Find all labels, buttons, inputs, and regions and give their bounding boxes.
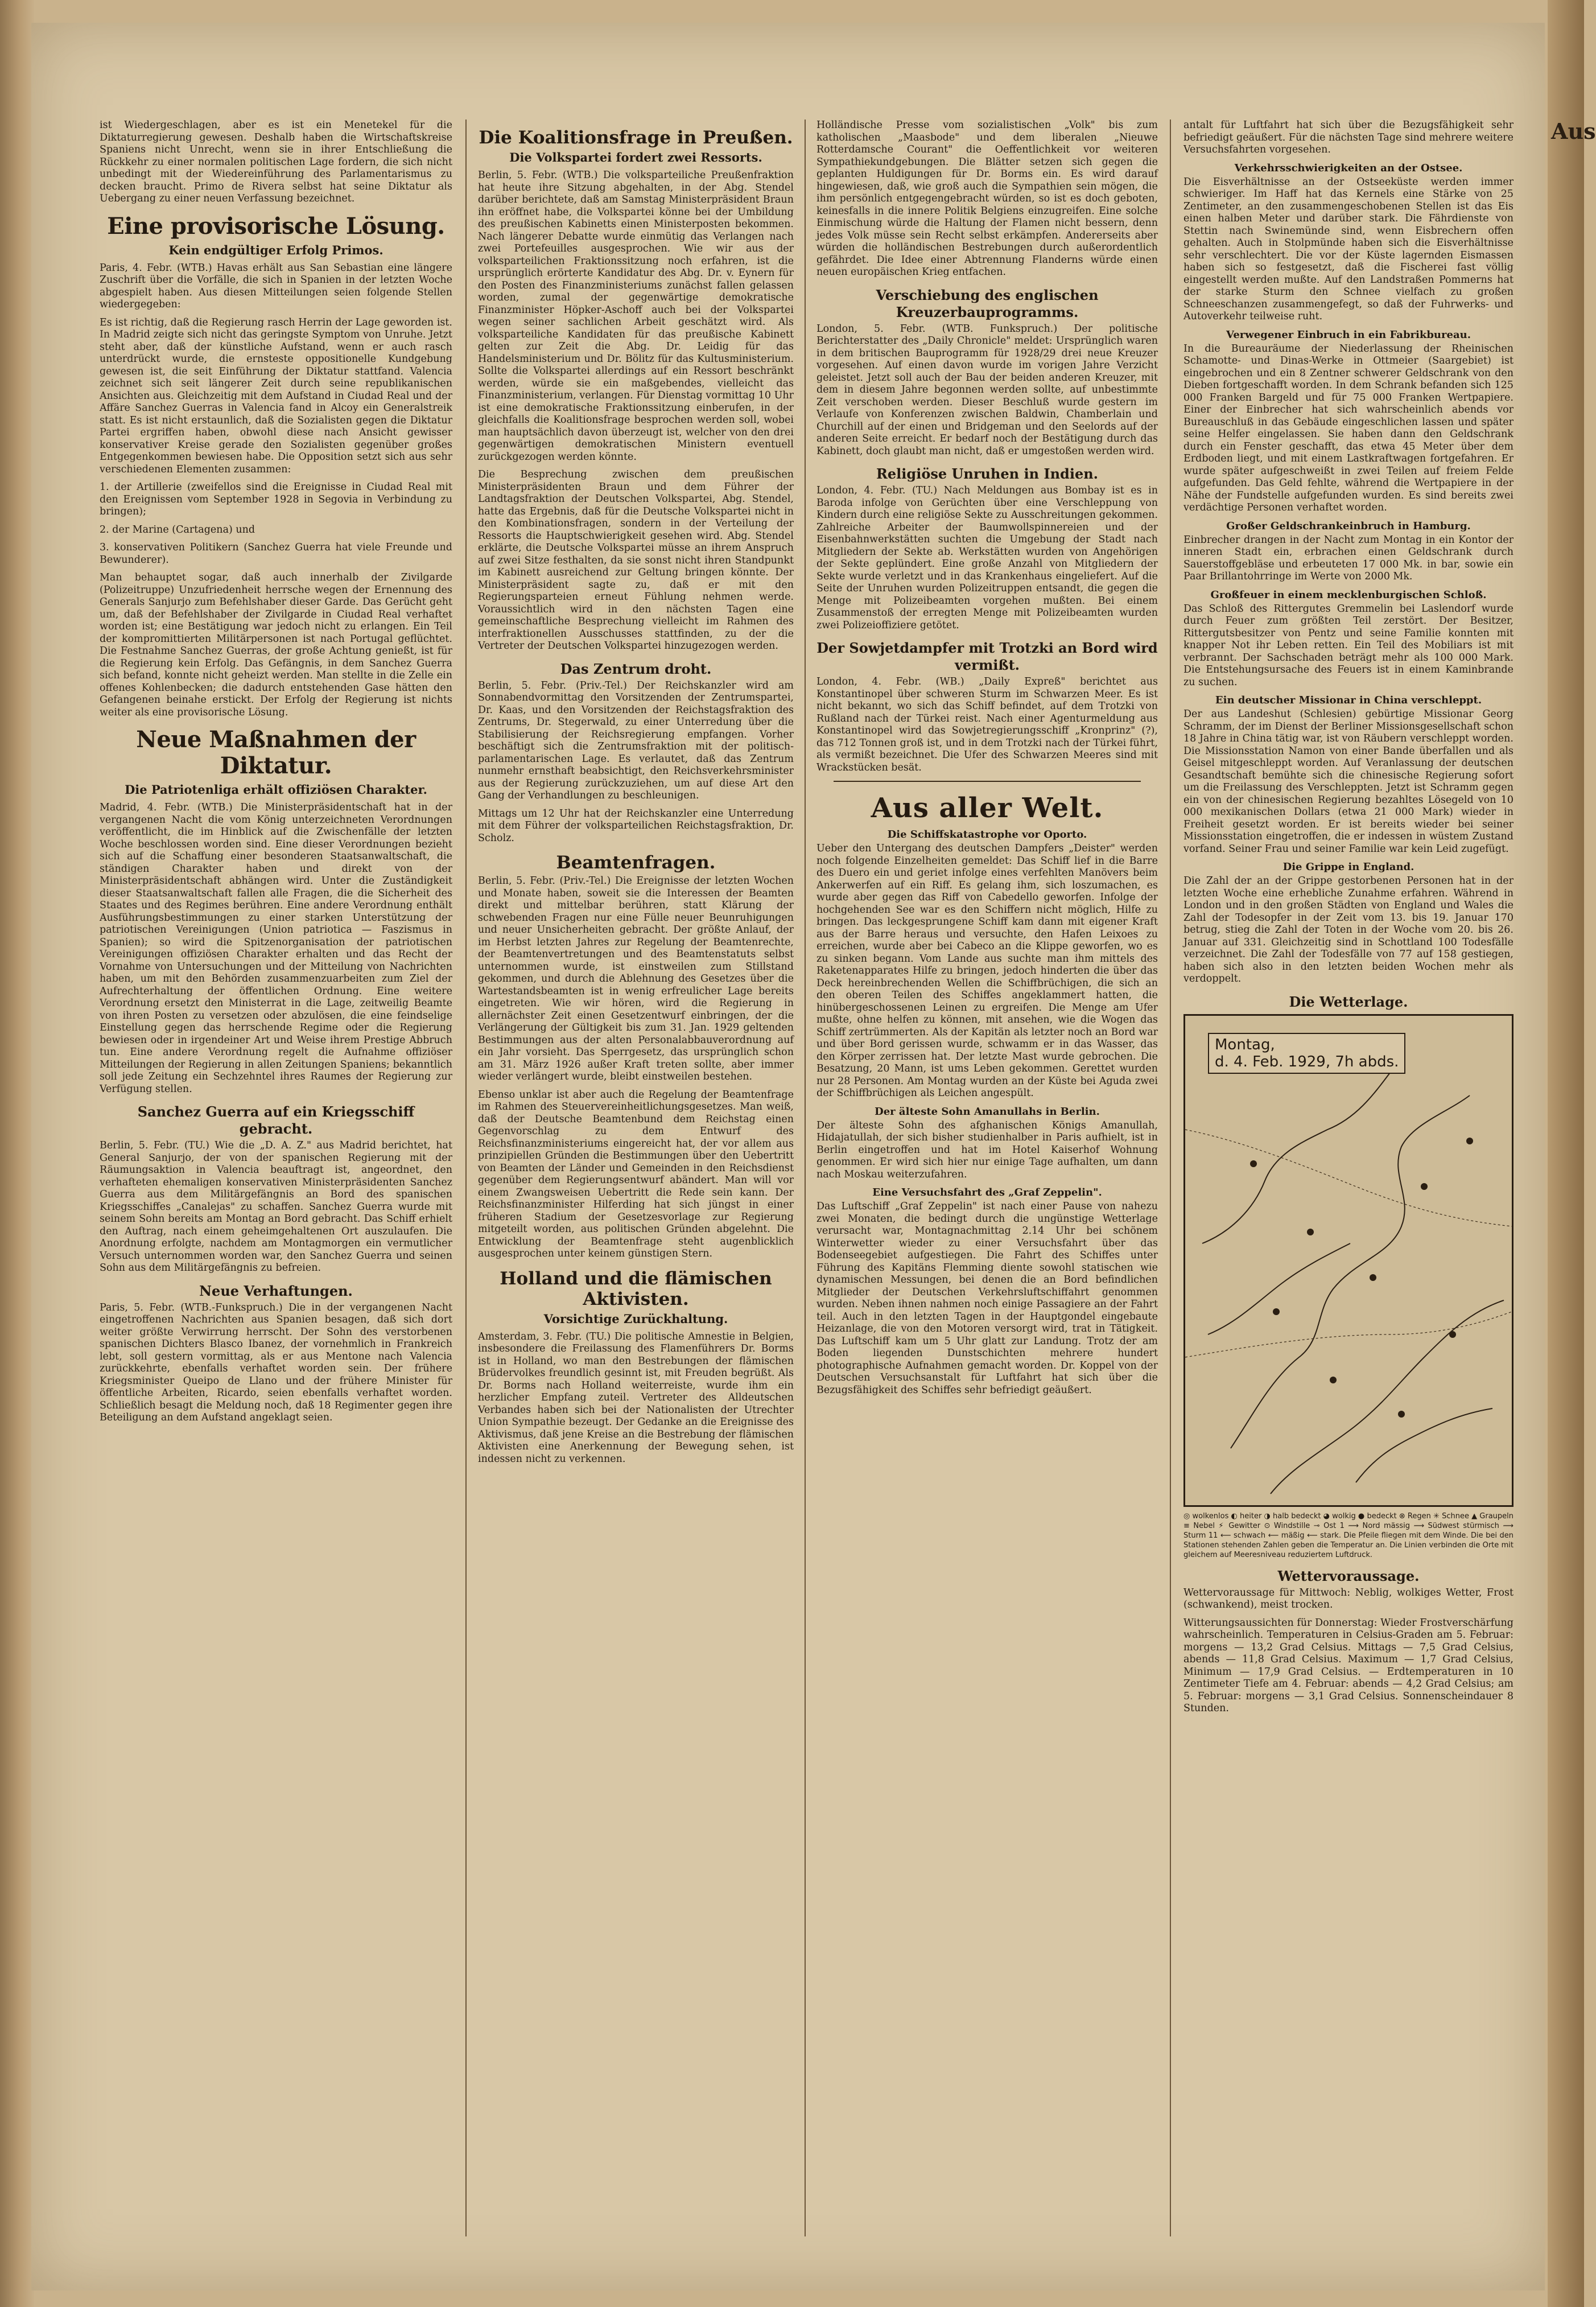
weather-title: Die Wetterlage. [1289,993,1408,1010]
headline-schiffskatastrophe: Die Schiffskatastrophe vor Oporto. [887,829,1087,841]
weather-map-date: d. 4. Feb. 1929, 7h abds. [1215,1053,1399,1070]
subheadline: Kein endgültiger Erfolg Primos. [168,242,383,257]
column-rule [465,120,467,2236]
headline-missionar: Ein deutscher Missionar in China verschleppt. [1215,694,1482,706]
column-3 [816,120,1158,2248]
column-rule [805,120,806,2236]
weather-map-label [1208,1033,1405,1074]
headline-fabrikbureau: Verwegener Einbruch in ein Fabrikbureau. [1226,328,1471,341]
weather-legend: ◎ wolkenlos ◐ heiter ◑ halb bedeckt ◕ wolkig ● bedeckt ⊗ Regen ✳ Schnee ▲ Graupeln ≡ Nebel ⚡ Gewitter ⊙ Windstille ⊸ Ost 1 ⟿ Nord mässig ⟿ Südwest stürmisch ⟿ Sturm 11 ⟵ schwach ⟵ mäßig ⟵ stark. Die Pfeile fliegen mit dem Winde. Die bei den Stationen stehenden Zahlen geben die Temperatur an. Die Linien verbinden die Orte mit gleichem auf Meeresniveau reduziertem Luftdruck. [1183,1511,1513,1559]
page-edge-left [0,0,34,2307]
headline-sohn-amanullahs: Der älteste Sohn Amanullahs in Berlin. [875,1105,1100,1118]
article-paragraph: Ueber den Untergang des deutschen Dampfers „Deister" werden noch folgende Einzelheiten gemeldet: Das Schiff lief in die Barre des Duero ein und geriet infolge eines verfehlten Manövers beim Ankerwerfen auf ein Riff. Es gelang ihm, sich loszumachen, es wurde aber gegen das Riff von Cabedello geworfen. Infolge der hochgehenden See war es den Schiffern nicht möglich, Hilfe zu bringen. Das leckgesprungene Schiff kam dann mit eigener Kraft aus der Barre heraus und versuchte, den Hafen Leixoes zu erreichen, wurde aber bei Cabeco an die Klippe geworfen, wo es zu sinken begann. Vom Lande aus suchte man ihm mittels des Raketenapparates Hilfe zu bringen, jedoch hinderten die über das Deck hereinbrechenden Wellen die Schiffbrüchigen, die sich an den oberen Teilen des Schiffes angeklammert hatten, die hinübergeschossenen Leinen zu ergreifen. Die Menge am Ufer mußte, ohne helfen zu können, mit ansehen, wie die Wogen das Schiff zertrümmerten. Als der Kapitän als letzter noch an Bord war und über Bord gerissen wurde, schwamm er in das Wasser, das den Körper zerrissen hat. Der letzte Mast wurde gebrochen. Die Besatzung, 20 Mann, ist ums Leben gekommen. Gerettet wurden nur 28 Personen. Am Montag wurden an der Küste bei Aguda zwei der Schiffbrüchigen als Leichen angespült. [816,843,1158,1099]
article-paragraph: In die Bureauräume der Niederlassung der Rheinischen Schamotte- und Dinas-Werke in Ottmeier (Saargebiet) ist eingebrochen und ein 8 Zentner schwerer Geldschrank von den Dieben fortgeschafft worden. In dem Schrank befanden sich 125 000 Franken Bargeld und für 75 000 Franken Wertpapiere. Einer der Einbrecher hat sich wahrscheinlich abends vor Bureauschluß in das Gebäude eingeschlichen lassen und später seine Helfer eingelassen. Sie haben dann den Geldschrank durch ein Fenster geschafft, das etwa 45 Meter über dem Erdboden liegt, und mit einem Lastkraftwagen fortgefahren. Er wurde später aufgeschweißt in zwei Teilen auf freiem Felde aufgefunden. Das Geld fehlte, während die Wertpapiere in der Nähe der Fundstelle aufgefunden wurden. Es sind bereits zwei verdächtige Personen verhaftet worden. [1183,343,1513,513]
article-paragraph: Mittags um 12 Uhr hat der Reichskanzler eine Unterredung mit dem Führer der volksparteilichen Reichstagsfraktion, Dr. Scholz. [478,808,794,844]
headline-beamtenfragen: Beamtenfragen. [556,852,716,873]
temperature-observations: Witterungsaussichten für Donnerstag: Wieder Frostverschärfung wahrscheinlich. Temperaturen in Celsius-Graden am 5. Februar: morgens — 13,2 Grad Celsius. Mittags — 7,5 Grad Celsius, abends — 11,8 Grad Celsius. Maximum — 1,7 Grad Celsius, Minimum — 17,9 Grad Celsius. — Erdtemperaturen in 10 Zentimeter Tiefe am 4. Februar: abends — 4,2 Grad Celsius; am 5. Februar: morgens — 3,1 Grad Celsius. Sonnenscheindauer 8 Stunden. [1183,1617,1513,1714]
weather-map-drawing [1185,1016,1512,1502]
article-paragraph: Einbrecher drangen in der Nacht zum Montag in ein Kontor der inneren Stadt ein, erbrachen einen Geldschrank durch Sauerstoffgebläse und erbeuteten 17 000 Mk. in bar, sowie ein Paar Brillantohrringe im Werte von 2000 Mk. [1183,534,1513,582]
article-paragraph: Berlin, 5. Febr. (Priv.-Tel.) Der Reichskanzler wird am Sonnabendvormittag den Vorsitzenden der Zentrumspartei, Dr. Kaas, und den Vorsitzenden der Reichstagsfraktion des Zentrums, Dr. Stegerwald, zu einer Unterredung über die Stabilisierung der Reichsregierung empfangen. Vorher beschäftigt sich die Zentrumsfraktion mit der politisch-parlamentarischen Lage. Es verlautet, daß das Zentrum nunmehr ernsthaft beabsichtigt, den Reichsverkehrsminister aus der Regierung zurückzuziehen, um auf diese Art den Gang der Verhandlungen zu beschleunigen. [478,679,794,801]
headline-graf-zeppelin: Eine Versuchsfahrt des „Graf Zeppelin". [872,1187,1102,1198]
headline-sanchez-guerra: Sanchez Guerra auf ein Kriegsschiff gebracht. [137,1103,415,1137]
article-paragraph: Amsterdam, 3. Febr. (TU.) Die politische Amnestie in Belgien, insbesondere die Freilassung des Flamenführers Dr. Borms ist in Holland, wo man den Bestrebungen der flämischen Brüdervolkes freundlich gesinnt ist, mit Freuden begrüßt. Als Dr. Borms nach Holland weiterreiste, wurde ihm ein herzlicher Empfang zuteil. Vertreter des Alldeutschen Verbandes haben sich bei der Nationalisten der Utrechter Union Sympathie bezeugt. Der Gedanke an die Ereignisse des Aktivismus, daß jene Kreise an die Bestrebung der flämischen Aktivisten eine Anerkennung der Bewegung sehen, ist indessen nicht zu verkennen. [478,1330,794,1465]
headline-zentrum-droht: Das Zentrum droht. [560,660,712,677]
list-item: 1. der Artillerie (zweifellos sind die Ereignisse in Ciudad Real mit den Ereignissen vom September 1928 in Segovia in Verbindung zu bringen); [100,481,452,517]
subheadline: Die Patriotenliga erhält offiziösen Charakter. [125,782,427,797]
article-paragraph: Ebenso unklar ist aber auch die Regelung der Beamtenfrage im Rahmen des Steuervereinheitlichungsgesetzes. Man weiß, daß der Deutsche Beamtenbund dem Reichstag einen Gegenvorschlag zu dem Entwurf des Reichsfinanzministeriums eingereicht hat, der vor allem aus prinzipiellen Gründen die Bestimmungen über den Uebertritt von Beamten der Länder und Gemeinden in den Reichsdienst gegenüber dem Regierungsentwurf abändert. Man will vor einem Zwangsweisen Uebertritt die Rede sein kann. Der Reichsfinanzminister Hilferding hat sich jüngst in einer früheren Stadium der Gesetzesvorlage zur Regierung mitgeteilt worden, aus politischen Gründen abgelehnt. Die Entwicklung der Beamtenfrage steht augenblicklich ausgesprochen unter keinem günstigen Stern. [478,1089,794,1259]
article-paragraph: Das Schloß des Rittergutes Gremmelin bei Laslendorf wurde durch Feuer zum größten Teil zerstört. Der Besitzer, Rittergutsbesitzer von Pentz und seine Familie konnten mit knapper Not ihr Leben retten. Ein Teil des Mobiliars ist mit verbrannt. Der Sachschaden beträgt mehr als 100 000 Mark. Die Entstehungsursache des Feuers ist in einem Kaminbrande zu suchen. [1183,603,1513,688]
headline-holland-aktivisten: Holland und die flämischen Aktivisten. [500,1268,772,1309]
column-2 [478,120,794,2248]
column-1 [100,120,452,2248]
article-paragraph: Der aus Landeshut (Schlesien) gebürtige Missionar Georg Schramm, der im Dienst der Berliner Missionsgesellschaft schon 18 Jahre in China tätig war, ist von Räubern verschleppt worden. Die Missionsstation Namon von einer Bande überfallen und als Geisel mitgeschleppt worden. Auf Veranlassung der deutschen Gesandtschaft bemühte sich die chinesische Regierung sofort um die Freilassung des Verschleppten. Jetzt ist Schramm gegen ein von der chinesischen Regierung bezahltes Lösegeld von 10 000 mexikanischen Dollars (etwa 21 000 Mark) wieder in Freiheit gesetzt worden. Er ist bereits wieder bei seiner Missionsstation eingetroffen, die er indessen in wüstem Zustand vorfand. Seiner Frau und seiner Familie war kein Leid zugefügt. [1183,708,1513,855]
headline-kreuzerbauprogramm: Verschiebung des englischen Kreuzerbauprogramms. [876,286,1099,320]
headline-schloss: Großfeuer in einem mecklenburgischen Schloß. [1210,588,1487,601]
article-paragraph: Berlin, 5. Febr. (Priv.-Tel.) Die Ereignisse der letzten Wochen und Monate haben, soweit sie die Interessen der Beamten direkt und mittelbar berühren, statt Klärung der schwebenden Fragen nur eine Fülle neuer Beunruhigungen und neuer Unsicherheiten gebracht. Der größte Anlauf, der im Herbst letzten Jahres zur Regelung der Beamtenrechte, der Beamtenvertretungen und des Beamtenstatuts selbst unternommen wurde, ist einstweilen zum Stillstand gekommen, und durch die Ablehnung des Gesetzes über die Wartestandsbeamten ist in wenig erfreulicher Lage bereits eingetreten. Wie wir hören, wird die Regierung in allernächster Zeit einen Gesetzentwurf einbringen, der die Verlängerung der Gültigkeit bis zum 31. Jan. 1929 geltenden Bestimmungen aus der alten Personalabbauverordnung auf ein Jahr vorsieht. Das Sperrgesetz, das ursprünglich schon am 31. März 1926 außer Kraft treten sollte, aber immer wieder verlängert wurde, bleibt einstweilen bestehen. [478,875,794,1082]
article-paragraph: Berlin, 5. Febr. (TU.) Wie die „D. A. Z." aus Madrid berichtet, hat General Sanjurjo, der von der spanischen Regierung mit der Räumungsaktion in Valencia beauftragt ist, angeordnet, den verhafteten ehemaligen konservativen Ministerpräsidenten Sanchez Guerra aus dem Militärgefängnis an Bord des spanischen Kriegsschiffes „Canalejas" zu schaffen. Sanchez Guerra wurde mit seinem Sohn bereits am Montag an Bord gebracht. Das Schiff erhielt den Auftrag, nach einem geheimgehaltenen Ort auszulaufen. Die Anordnung erfolgte, nachdem am Montagmorgen ein vermutlicher Versuch unternommen worden war, den Sanchez Guerra und seinen Sohn aus dem Militärgefängnis zu befreien. [100,1140,452,1274]
article-paragraph: Man behauptet sogar, daß auch innerhalb der Zivilgarde (Polizeitruppe) Unzufriedenheit herrsche wegen der Ernennung des Generals Sanjurjo zum Befehlshaber dieser Garde. Das Gerücht geht um, daß der Befehlshaber der Zivilgarde in Ciudad Real verhaftet worden ist; eine Bestätigung war jedoch nicht zu erlangen. Ein Teil der kompromittierten Militärpersonen ist nach Portugal geflüchtet. Die Festnahme Sanchez Guerras, der große Achtung genießt, ist für die Regierung kein Erfolg. Das Gefängnis, in dem Sanchez Guerra sich befand, konnte nicht geheizt werden. Man stellte in die Zelle ein offenes Kohlenbecken; die dadurch entstehenden Gase hätten den Gefangenen beinahe erstickt. Der Erfolg der Regierung ist nichts weiter als eine provisorische Lösung. [100,572,452,718]
headline-neue-massnahmen: Neue Maßnahmen der Diktatur. [136,726,416,779]
forecast-title: Wettervoraussage. [1277,1567,1420,1584]
article-paragraph: Paris, 5. Febr. (WTB.-Funkspruch.) Die in der vergangenen Nacht eingetroffenen Nachrichten aus Spanien besagen, daß sich dort weiter größte Verwirrung herrscht. Der Sohn des verstorbenen spanischen Dichters Blasco Ibanez, der vornehmlich in Frankreich lebt, soll gestern vormittag, als er aus Mentone nach Valencia zurückkehrte, ebenfalls verhaftet worden sein. Der frühere Kriegsminister Queipo de Llano und der frühere Minister für öffentliche Arbeiten, Ricardo, seien ebenfalls verhaftet worden. Schließlich besagt die Meldung noch, daß 18 Regimenter gegen ihre Beteiligung an dem Aufstand angeklagt seien. [100,1301,452,1423]
column-4 [1183,120,1513,2248]
article-paragraph: London, 4. Febr. (TU.) Nach Meldungen aus Bombay ist es in Baroda infolge von Gerüchten über eine Verschleppung von Kindern durch eine religiöse Sekte zu Ausschreitungen gekommen. Zahlreiche Arbeiter der Baumwollspinnereien und der Eisenbahnwerkstätten suchten die Umgebung der Stadt nach Mitgliedern der Sekte ab. Werkstätten wurden von Angehörigen der Sekte geplündert. Eine große Anzahl von Mitgliedern der Sekte wurde verletzt und in das Krankenhaus eingeliefert. Auf die Seite der Unruhen wurden Polizeitruppen entsandt, die gegen die Menge mit Polizeibeamten vorgehen mußten. Bei einem Zusammenstoß der erregten Menge mit Polizeibeamten wurden zwei Polizeioffiziere getötet. [816,485,1158,631]
article-paragraph: Die Zahl der an der Grippe gestorbenen Personen hat in der letzten Woche eine erhebliche Zunahme erfahren. Während in London und in den großen Städten von England und Wales die Zahl der Todesopfer in der Zeit vom 13. bis 19. Januar 170 betrug, stieg die Zahl der Toten in der Woche vom 20. bis 26. Januar auf 331. Gleichzeitig sind in Schottland 100 Todesfälle verzeichnet. Die Zahl der Todesfälle von 77 auf 158 gestiegen, haben sich also in den letzten beiden Wochen mehr als verdoppelt. [1183,875,1513,984]
subheadline: Die Volkspartei fordert zwei Ressorts. [509,150,762,164]
article-paragraph: Das Luftschiff „Graf Zeppelin" ist nach einer Pause von nahezu zwei Monaten, die bedingt durch die ungünstige Wetterlage verursacht war, Montagnachmittag 2.14 Uhr bei schönem Winterwetter wieder zu einer Versuchsfahrt über das Bodenseegebiet aufgestiegen. Die Fahrt des Schiffes unter Führung des Kapitäns Flemming diente sowohl statischen wie dynamischen Messungen, bei denen die an Bord befindlichen Mitglieder der Deutschen Verkehrsluftschiffahrt genommen wurden. Neben ihnen nahmen noch einige Passagiere an der Fahrt teil. Auch in den letzten Tagen in der Hauptgondel eingebaute Heizanlage, die von den Motoren versorgt wird, trat in Tätigkeit. Das Luftschiff kam um 5 Uhr glatt zur Landung. Trotz der am Boden liegenden Dunstschichten mehrere hundert photographische Aufnahmen gemacht worden. Dr. Koppel von der Deutschen Versuchsanstalt für Luftfahrt hat sich über die Bezugsfähigkeit des Schiffes sehr befriedigt geäußert. [816,1201,1158,1396]
adjacent-page-fragment: Aus [1551,118,1596,144]
article-paragraph: Der älteste Sohn des afghanischen Königs Amanullah, Hidajatullah, der sich bisher studienhalber in Paris aufhielt, ist in Berlin eingetroffen und hat im Hotel Kaiserhof Wohnung genommen. Er wird sich hier nur einige Tage aufhalten, um dann nach Moskau weiterzufahren. [816,1119,1158,1180]
article-paragraph: Es ist richtig, daß die Regierung rasch Herrin der Lage geworden ist. In Madrid zeigte sich nicht das geringste Symptom von Unruhe. Jetzt steht aber, daß der künstliche Aufstand, wenn er auch rasch unterdrückt wurde, die ernsteste oppositionelle Kundgebung gewesen ist, die seit Einführung der Diktatur stattfand. Valencia zeichnet sich seit längerer Zeit durch seine republikanischen Ansichten aus. Gleichzeitig mit dem Aufstand in Ciudad Real und der Affäre Sanchez Guerras in Valencia fand in Alcoy ein Generalstreik statt. Es ist nicht erstaunlich, daß die Sozialisten gegen die Diktatur Partei ergriffen haben, obwohl diese nach Ansicht gewisser konservativer Kreise gerade den Sozialisten gegenüber großes Entgegenkommen bewiesen habe. Die Opposition setzt sich aus sehr verschiedenen Elementen zusammen: [100,316,452,475]
headline-hamburg: Großer Geldschrankeinbruch in Hamburg. [1226,520,1471,532]
headline-sowjetdampfer-trotzki: Der Sowjetdampfer mit Trotzki an Bord wird vermißt. [816,640,1158,673]
headline-koalitionsfrage: Die Koalitionsfrage in Preußen. [479,127,793,148]
article-paragraph: London, 5. Febr. (WTB. Funkspruch.) Der politische Berichterstatter des „Daily Chronicle" meldet: Ursprünglich waren in dem britischen Bauprogramm für 1928/29 drei neue Kreuzer vorgesehen. Auf einen davon wurde im vorigen Jahre Verzicht geleistet. Jetzt soll auch der Bau der beiden anderen Kreuzer, mit dem in diesem Jahre begonnen werden sollte, auf unbestimmte Zeit verschoben werden. Dieser Beschluß wurde gestern im Verlaufe von Konferenzen zwischen Baldwin, Chamberlain und Churchill auf der einen und Bridgeman und den Seelords auf der anderen Seite erreicht. Er bedarf noch der Bestätigung durch das Kabinett, doch glaubt man nicht, daß er umgestoßen werden wird. [816,323,1158,457]
forecast-text: Wettervoraussage für Mittwoch: Neblig, wolkiges Wetter, Frost (schwankend), meist trocken. [1183,1587,1513,1610]
subheadline: Vorsichtige Zurückhaltung. [543,1311,728,1326]
article-paragraph: Die Besprechung zwischen dem preußischen Ministerpräsidenten Braun und dem Führer der Landtagsfraktion der Deutschen Volkspartei, Abg. Stendel, hatte das Ergebnis, daß für die Deutsche Volkspartei nicht in den Kombinationsfragen, sondern in der Verteilung der Ressorts die Hauptschwierigkeit gesehen wird. Abg. Stendel erklärte, die Deutsche Volkspartei müsse an ihrem Anspruch auf zwei Sitze festhalten, da sie sonst nicht ihren Standpunkt im Kabinett ausreichend zur Geltung bringen könnte. Der Ministerpräsident sagte zu, daß er mit den Regierungsparteien erneut Fühlung nehmen werde. Voraussichtlich wird in den nächsten Tagen eine gemeinschaftliche Besprechung vielleicht im Rahmen des interfraktionellen Ausschusses stattfinden, zu der die Vertreter der Deutschen Volkspartei hinzugezogen werden. [478,469,794,652]
list-item: 2. der Marine (Cartagena) und [100,524,255,535]
weather-map-day: Montag, [1215,1036,1275,1053]
list-item: 3. konservativen Politikern (Sanchez Guerra hat viele Freunde und Bewunderer). [100,542,452,566]
headline-grippe: Die Grippe in England. [1282,861,1414,873]
article-paragraph: London, 4. Febr. (WB.) „Daily Expreß" berichtet aus Konstantinopel über schweren Sturm im Schwarzen Meer. Es ist nicht bekannt, wo sich das Schiff befindet, auf dem Trotzki von Rußland nach der Türkei reist. Nach einer Agenturmeldung aus Konstantinopel wird das Sowjetregierungsschiff „Kronprinz" (?), das 712 Tonnen groß ist, und in dem Trotzki nach der Türkei führt, als vermißt bezeichnet. Die Ufer des Schwarzen Meeres sind mit Wrackstücken besät. [816,676,1158,773]
section-divider [834,781,1141,782]
article-paragraph: Madrid, 4. Febr. (WTB.) Die Ministerpräsidentschaft hat in der vergangenen Nacht die vom König unterzeichneten Verordnungen veröffentlicht, die im Hinblick auf die Zwischenfälle der letzten Woche beschlossen worden sind. Eine dieser Verordnungen bezieht sich auf die Schaffung einer besonderen Staatsanwaltschaft, die ständigen Charakter haben und direkt von der Ministerpräsidentschaft abhängen wird. Unter die Zuständigkeit dieser Staatsanwaltschaft fallen alle Fragen, die die Sicherheit des Staates und des Regimes berühren. Eine andere Verordnung enthält Ausführungsbestimmungen zu einer starken Unterstützung der patriotischen Vereinigungen (Union patriotica — Faszismus in Spanien); so wird die Spitzenorganisation der patriotischen Vereinigungen offiziösen Charakter erhalten und das Recht der Vornahme von Untersuchungen und der Mitteilung von Nachrichten haben, um mit den Behörden zusammenzuarbeiten zum Ziel der Aufrechterhaltung der öffentlichen Ordnung. Eine weitere Verordnung ersetzt den Ministerrat in die Lage, zeitweilig Beamte von ihren Posten zu versetzen oder abzulösen, die eine feindselige Einstellung gegen das herrschende Regime oder die Regierung bewiesen oder in irgendeiner Art und Weise ihrem Prestige Abbruch tun. Eine andere Verordnung regelt die Aufnahme offiziöser Mitteilungen der Regierung in allen Zeitungen Spaniens; bekanntlich soll jede Zeitung ein Sechzehntel ihres Raumes der Regierung zur Verfügung stellen. [100,802,452,1095]
article-continuation: ist Wiedergeschlagen, aber es ist ein Menetekel für die Diktaturregierung gewesen. Deshalb haben die Wirtschaftskreise Spaniens nicht Unrecht, wenn sie in ihrer Entschließung die Rückkehr zu einer normalen politischen Lage fordern, die sich nicht unbedingt mit der Wiedereinführung des Parlamentarismus zu decken braucht. Primo de Rivera selbst hat seine Diktatur als Uebergang zu einer neuen Verfassung bezeichnet. [100,120,452,204]
column-rule [1170,120,1171,2236]
article-paragraph: Paris, 4. Febr. (WTB.) Havas erhält aus San Sebastian eine längere Zuschrift über die Vorfälle, die sich in Spanien in der letzten Woche abgespielt haben. Aus diesen Mitteilungen seien folgende Stellen wiedergegeben: [100,262,452,310]
headline-neue-verhaftungen: Neue Verhaftungen. [199,1282,353,1299]
headline-unruhen-indien: Religiöse Unruhen in Indien. [876,465,1099,482]
article-continuation: Holländische Presse vom sozialistischen „Volk" bis zum katholischen „Maasbode" und dem liberalen „Nieuwe Rotterdamsche Courant" die Oeffentlichkeit vor weiteren Sympathiekundgebungen. Die Blätter setzen sich gegen die geplanten Huldigungen für Dr. Borms ein. Es wird darauf hingewiesen, daß, wie groß auch die Sympathien sein mögen, die ihm persönlich entgegengebracht würden, so ist es doch geboten, keinesfalls in die innere Politik Belgiens einzugreifen. Eine solche Einmischung würde die Haltung der Flamen nicht bessern, denn jedes Volk müsse sein Recht selbst erkämpfen. Andererseits aber würden die holländischen Bestrebungen durch außerordentlich gefährdet. Die Idee einer Abtrennung Flanderns würde einen neuen europäischen Krieg entfachen. [816,120,1158,278]
article-paragraph: Berlin, 5. Febr. (WTB.) Die volksparteiliche Preußenfraktion hat heute ihre Sitzung abgehalten, in der Abg. Stendel darüber berichtete, daß am Samstag Ministerpräsident Braun ihn eröffnet habe, die Volkspartei könne bei der Umbildung des preußischen Kabinetts einen Ministerposten bekommen. Nach längerer Debatte wurde einmütig das Verlangen nach zwei Portefeuilles ausgesprochen. Wie wir aus der volksparteilichen Fraktionssitzung noch erfahren, ist die ursprünglich erörterte Kandidatur des Abg. Dr. v. Eynern für den Posten des Finanzministeriums zunächst fallen gelassen worden, zumal der gegenwärtige demokratische Finanzminister Höpker-Aschoff auch bei der Volkspartei wegen seiner sachlichen Arbeit geschätzt wird. Als volksparteiliche Kandidaten für das preußische Kabinett gelten zur Zeit die Abg. Dr. Leidig für das Handelsministerium und Dr. Bölitz für das Kultusministerium. Sollte die Volkspartei allerdings auf ein Ressort beschränkt werden, würde sie ein maßgebendes, vielleicht das Finanzministerium, verlangen. Für Dienstag vormittag 10 Uhr ist eine demokratische Fraktionssitzung einberufen, in der gleichfalls die Koalitionsfrage besprochen werden soll, wobei man hauptsächlich davon überzeugt ist, welcher von den drei gegenwärtigen demokratischen Ministern eventuell zurückgezogen werden könnte. [478,170,794,463]
article-paragraph: Die Eisverhältnisse an der Ostseeküste werden immer schwieriger. Im Haff hat das Kernels eine Stärke von 25 Zentimeter, an den zusammengeschobenen Stellen ist das Eis einen halben Meter und darüber stark. Die Fährdienste von Stettin nach Swinemünde sind, wenn Eisbrechern offen gehalten. Auch in Stolpmünde haben sich die Eisverhältnisse sehr verschlechtert. Die vor der Küste lagernden Eismassen haben sich so festgesetzt, daß die Fischerei fast völlig eingestellt werden mußte. Auf den Landstraßen Pommerns hat der starke Sturm den Schnee vielfach zu großen Schneeschanzen zusammengefegt, so daß der Fuhrwerks- und Autoverkehr teilweise ruht. [1183,176,1513,322]
article-continuation: antalt für Luftfahrt hat sich über die Bezugsfähigkeit sehr befriedigt geäußert. Für die nächsten Tage sind mehrere weitere Versuchsfahrten vorgesehen. [1183,120,1513,155]
page-edge-right [1548,0,1596,2307]
headline-provisorische-loesung: Eine provisorische Lösung. [107,212,445,240]
weather-map [1183,1014,1513,1507]
headline-ostsee: Verkehrsschwierigkeiten an der Ostsee. [1234,162,1463,174]
section-title-aus-aller-welt: Aus aller Welt. [871,792,1104,824]
